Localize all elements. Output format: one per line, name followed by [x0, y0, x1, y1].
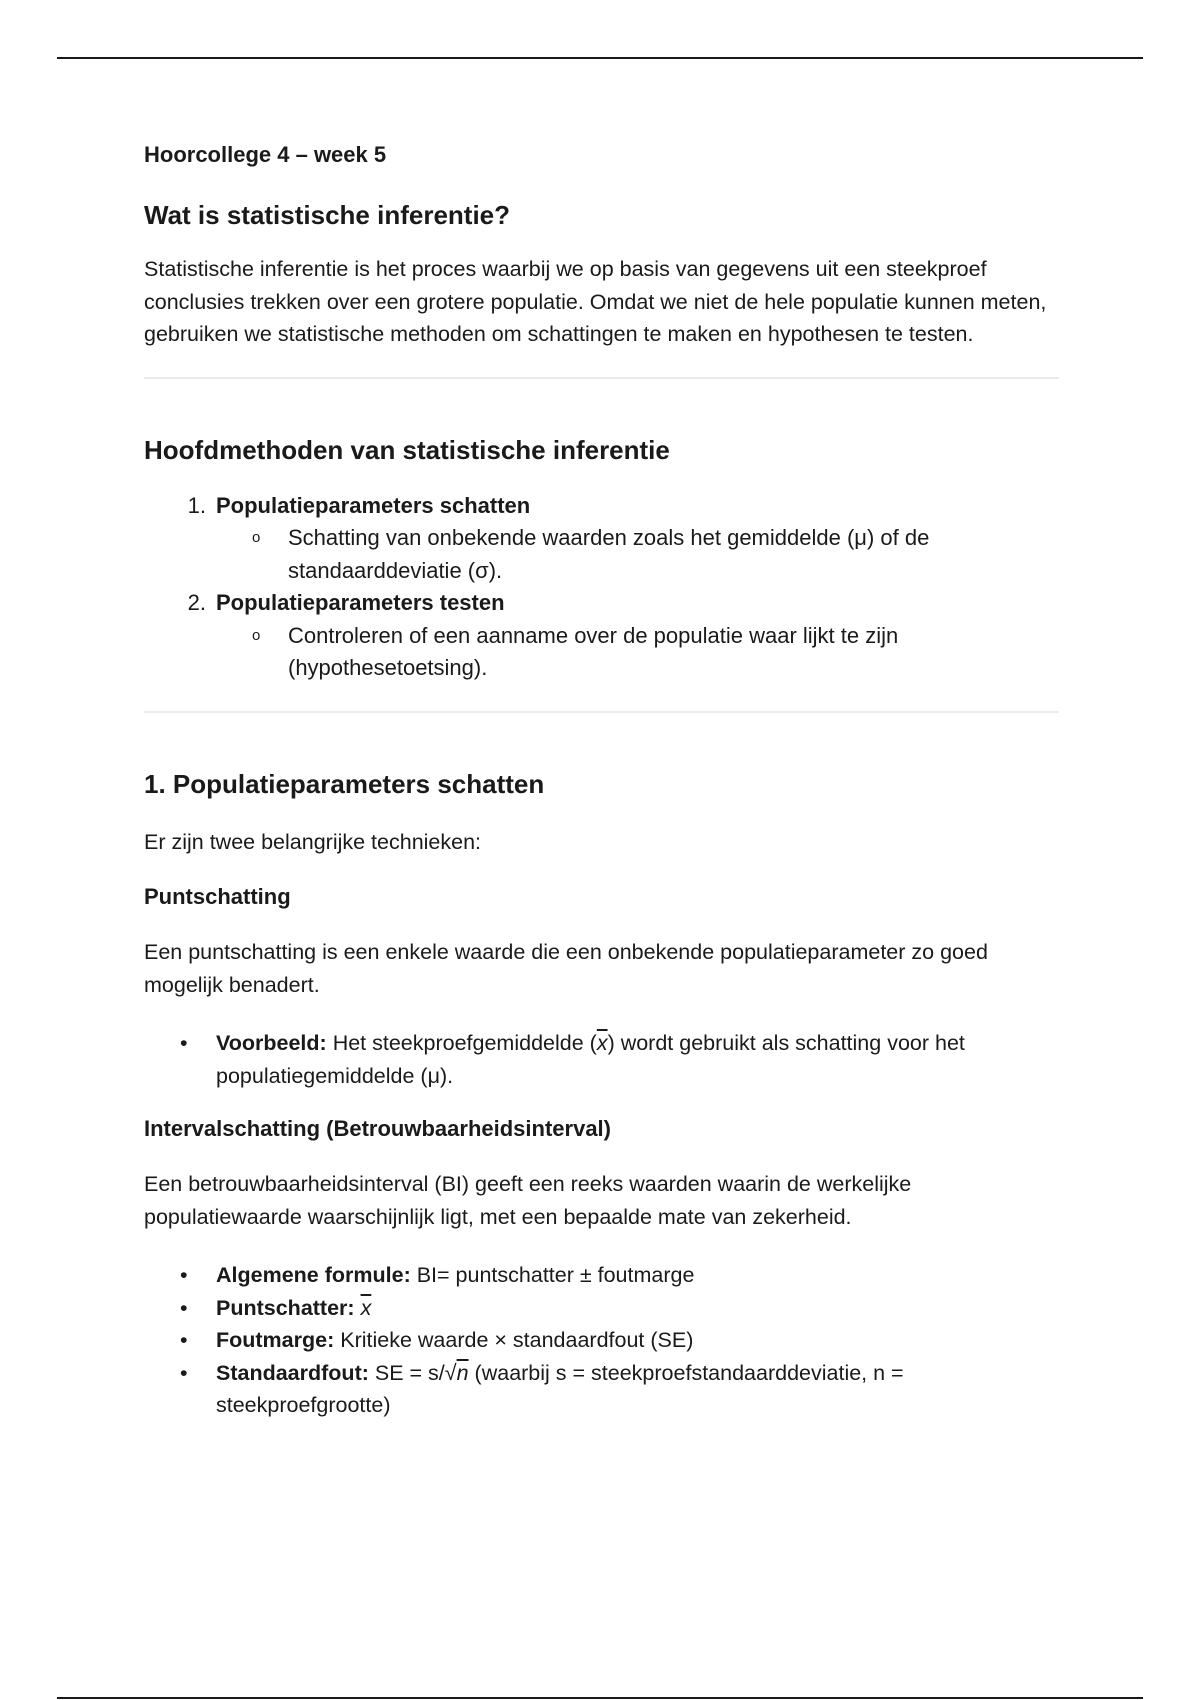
formula-label: Algemene formule:	[216, 1263, 411, 1287]
list-item	[144, 490, 1059, 588]
document-body	[144, 142, 1059, 1422]
method-label: Populatieparameters schatten	[216, 492, 531, 518]
estimation-title: 1. Populatieparameters schatten	[144, 768, 545, 799]
bullet-icon: •	[180, 1328, 188, 1352]
list-item	[144, 1259, 1059, 1292]
list-item	[144, 587, 1059, 685]
bullet-icon: •	[180, 1360, 188, 1385]
example-label: Voorbeeld:	[216, 1031, 327, 1055]
example-text: Het steekproefgemiddelde (	[332, 1031, 597, 1055]
interval-estimate-paragraph: Een betrouwbaarheidsinterval (BI) geeft een reeks waarden waarin de werkelijke populatiewaarde waarschijnlijk ligt, met een bepaalde mate van zekerheid.	[144, 1172, 912, 1229]
circle-bullet-icon: o	[252, 626, 261, 644]
page-top-rule	[57, 57, 1143, 59]
se-text: (waarbij s = steekproefstandaarddeviatie, n = steekproefgrootte)	[216, 1360, 904, 1417]
point-estimate-paragraph: Een puntschatting is een enkele waarde die een onbekende populatieparameter zo goed mogelijk benadert.	[144, 940, 988, 997]
se-text: SE = s/	[374, 1360, 445, 1385]
margin-text: Kritieke waarde × standaardfout (SE)	[340, 1328, 694, 1352]
intro-paragraph: Statistische inferentie is het proces waarbij we op basis van gegevens uit een steekproef conclusies trekken over een grotere populatie. Omdat we niet de hele populatie kunnen meten, gebruiken we statistische methoden om schattingen te maken en hypothesen te testen.	[144, 257, 1047, 346]
page-bottom-rule	[57, 1697, 1143, 1699]
point-example-list	[144, 1027, 1059, 1092]
x-bar-symbol: $\overline{x}$	[596, 1031, 608, 1055]
formula-text: BI= puntschatter ± foutmarge	[416, 1263, 695, 1287]
methods-title: Hoofdmethoden van statistische inferentie	[144, 434, 670, 465]
estimation-intro: Er zijn twee belangrijke technieken:	[144, 829, 482, 854]
bullet-icon: •	[180, 1295, 188, 1320]
lecture-label: Hoorcollege 4 – week 5	[144, 142, 387, 167]
list-number: 1.	[187, 492, 206, 518]
bullet-icon: •	[180, 1263, 188, 1287]
list-item	[144, 1292, 1059, 1325]
margin-label: Foutmarge:	[216, 1328, 335, 1352]
list-item	[144, 1027, 1059, 1092]
divider	[144, 377, 1059, 379]
method-label: Populatieparameters testen	[216, 590, 505, 615]
list-number: 2.	[187, 590, 206, 615]
sub-list-item	[144, 522, 1059, 587]
method-description: Controleren of een aanname over de populatie waar lijkt te zijn (hypothesetoetsing).	[288, 622, 899, 680]
sub-list	[216, 620, 1059, 685]
estimator-label: Puntschatter:	[216, 1295, 355, 1320]
intro-title: Wat is statistische inferentie?	[144, 200, 511, 230]
list-item	[144, 1324, 1059, 1357]
example-text: ) wordt gebruikt als schatting voor het populatiegemiddelde (μ).	[216, 1031, 965, 1088]
x-bar-symbol: $\overline{x}$	[360, 1295, 372, 1320]
interval-estimate-heading: Intervalschatting (Betrouwbaarheidsinterval)	[144, 1116, 611, 1141]
se-label: Standaardfout:	[216, 1360, 369, 1385]
point-estimate-heading: Puntschatting	[144, 884, 291, 909]
list-item	[144, 1357, 1059, 1422]
sqrt-symbol: √	[444, 1360, 457, 1385]
sub-list-item	[144, 620, 1059, 685]
method-description: Schatting van onbekende waarden zoals het gemiddelde (μ) of de standaarddeviatie (σ).	[288, 525, 930, 583]
divider	[144, 711, 1059, 713]
sub-list	[216, 522, 1059, 587]
bullet-icon: •	[180, 1031, 188, 1055]
circle-bullet-icon: o	[252, 529, 261, 546]
n-symbol: n	[456, 1360, 469, 1385]
interval-details-list	[144, 1259, 1059, 1422]
methods-list	[144, 490, 1059, 685]
